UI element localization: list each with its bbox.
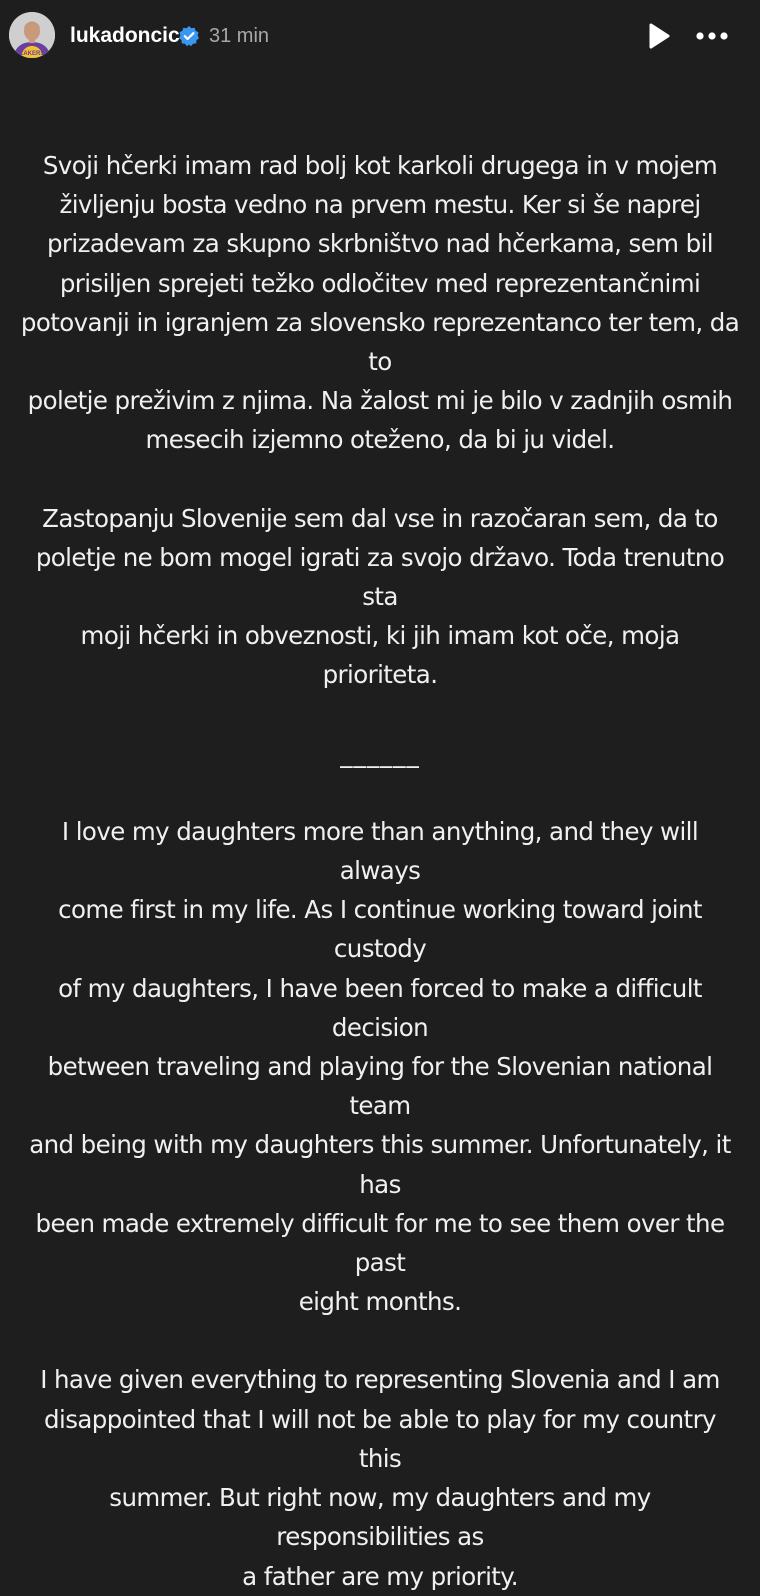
- story-line: come first in my life. As I continue working toward joint custody: [58, 895, 702, 964]
- story-line: poletje ne bom mogel igrati za svojo državo. Toda trenutno sta: [35, 542, 725, 612]
- story-line: življenju bosta vedno na prvem mestu. Ker si še naprej: [59, 190, 701, 220]
- story-text: [20, 146, 740, 1596]
- more-options-icon[interactable]: [692, 25, 732, 47]
- story-line: I love my daughters more than anything, and they will always: [61, 816, 699, 886]
- story-line: and being with my daughters this summer. Unfortunately, it has: [29, 1130, 731, 1199]
- verified-badge-icon: [178, 25, 200, 47]
- section-divider: ______: [340, 738, 420, 768]
- paragraph-gap: [20, 1321, 740, 1360]
- profile-avatar[interactable]: [9, 12, 55, 58]
- svg-text:LAKERS: LAKERS: [19, 51, 45, 57]
- story-line: prizadevam za skupno skrbništvo nad hčerkama, sem bil: [46, 229, 713, 259]
- story-line: eight months.: [298, 1287, 462, 1317]
- story-line: summer. But right now, my daughters and my responsibilities as: [109, 1483, 651, 1552]
- paragraph-gap: [20, 773, 740, 812]
- paragraph-gap: [20, 460, 740, 499]
- story-line: Svoji hčerki imam rad bolj kot karkoli drugega in v mojem: [42, 151, 718, 180]
- story-header: [0, 0, 760, 72]
- story-line: I have given everything to representing Slovenia and I am: [40, 1365, 720, 1395]
- story-line: potovanji in igranjem za slovensko reprezentanco ter tem, da to: [20, 307, 740, 377]
- username[interactable]: lukadoncic: [70, 24, 180, 47]
- story-line: Zastopanju Slovenije sem dal vse in razočaran sem, da to: [42, 503, 718, 533]
- story-line: between traveling and playing for the Slovenian national team: [47, 1052, 713, 1121]
- story-line: disappointed that I will not be able to play for my country this: [44, 1404, 716, 1473]
- story-line: a father are my priority.: [242, 1561, 518, 1591]
- paragraph-gap: [20, 695, 740, 734]
- play-icon[interactable]: [646, 22, 672, 50]
- story-line: mesecih izjemno oteženo, da bi ju videl.: [145, 425, 615, 455]
- post-time: 31 min: [209, 25, 270, 47]
- avatar-image: [9, 12, 55, 58]
- story-line: poletje preživim z njima. Na žalost mi je bilo v zadnjih osmih: [27, 386, 733, 416]
- story-line: of my daughters, I have been forced to make a difficult decision: [58, 973, 702, 1042]
- story-line: moji hčerki in obveznosti, ki jih imam kot oče, moja prioriteta.: [80, 621, 680, 690]
- story-line: prisiljen sprejeti težko odločitev med reprezentančnimi: [59, 268, 701, 298]
- story-line: been made extremely difficult for me to see them over the past: [35, 1208, 725, 1278]
